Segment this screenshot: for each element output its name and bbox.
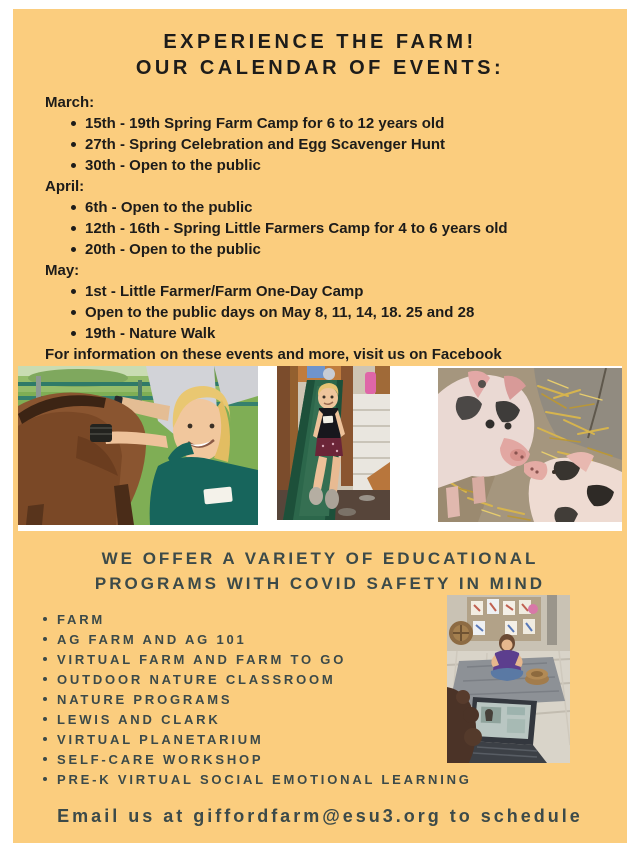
page-title-line2: OUR CALENDAR OF EVENTS: <box>135 57 505 79</box>
calendar-footer: For information on these events and more, visit us on Facebook <box>45 346 502 363</box>
page-title-line1: EXPERIENCE THE FARM! <box>163 31 477 53</box>
calendar-of-events <box>45 92 611 365</box>
photo-piglets <box>438 368 622 522</box>
event-item: 1st - Little Farmer/Farm One-Day Camp <box>45 281 611 302</box>
green-slide-illustration <box>277 366 390 520</box>
event-item: 20th - Open to the public <box>45 239 611 260</box>
event-list <box>45 197 611 260</box>
program-item: LEWIS AND CLARK <box>43 710 472 730</box>
horse-brushing-illustration <box>18 366 258 525</box>
program-item: AG FARM AND AG 101 <box>43 630 472 650</box>
event-item: 15th - 19th Spring Farm Camp for 6 to 12 years old <box>45 113 611 134</box>
program-item: VIRTUAL FARM AND FARM TO GO <box>43 650 472 670</box>
flyer-panel <box>13 9 627 843</box>
program-item: OUTDOOR NATURE CLASSROOM <box>43 670 472 690</box>
event-list <box>45 113 611 176</box>
event-item: 30th - Open to the public <box>45 155 611 176</box>
month-label: May: <box>45 262 80 279</box>
programs-heading <box>13 546 627 596</box>
event-item: Open to the public days on May 8, 11, 14, 18. 25 and 28 <box>45 302 611 323</box>
programs-heading-line1: WE OFFER A VARIETY OF EDUCATIONAL <box>101 549 539 568</box>
event-item: 27th - Spring Celebration and Egg Scavenger Hunt <box>45 134 611 155</box>
programs-heading-line2: PROGRAMS WITH COVID SAFETY IN MIND <box>94 574 546 593</box>
piglets-illustration <box>438 368 622 522</box>
programs-list <box>43 610 472 790</box>
month-label: April: <box>45 178 85 195</box>
program-item: NATURE PROGRAMS <box>43 690 472 710</box>
photo-green-slide <box>277 366 390 520</box>
photo-strip <box>18 366 622 531</box>
contact-email-line: Email us at giffordfarm@esu3.org to schedule <box>57 806 583 826</box>
event-item: 19th - Nature Walk <box>45 323 611 344</box>
program-item: FARM <box>43 610 472 630</box>
photo-horse-brushing <box>18 366 258 525</box>
photo-virtual-classroom <box>447 595 570 763</box>
calendar-sections <box>45 92 611 344</box>
event-list <box>45 281 611 344</box>
virtual-classroom-illustration <box>447 595 570 763</box>
program-item: VIRTUAL PLANETARIUM <box>43 730 472 750</box>
event-item: 12th - 16th - Spring Little Farmers Camp for 4 to 6 years old <box>45 218 611 239</box>
page-title <box>13 29 627 81</box>
program-item: PRE-K VIRTUAL SOCIAL EMOTIONAL LEARNING <box>43 770 472 790</box>
month-label: March: <box>45 94 95 111</box>
program-item: SELF-CARE WORKSHOP <box>43 750 472 770</box>
event-item: 6th - Open to the public <box>45 197 611 218</box>
